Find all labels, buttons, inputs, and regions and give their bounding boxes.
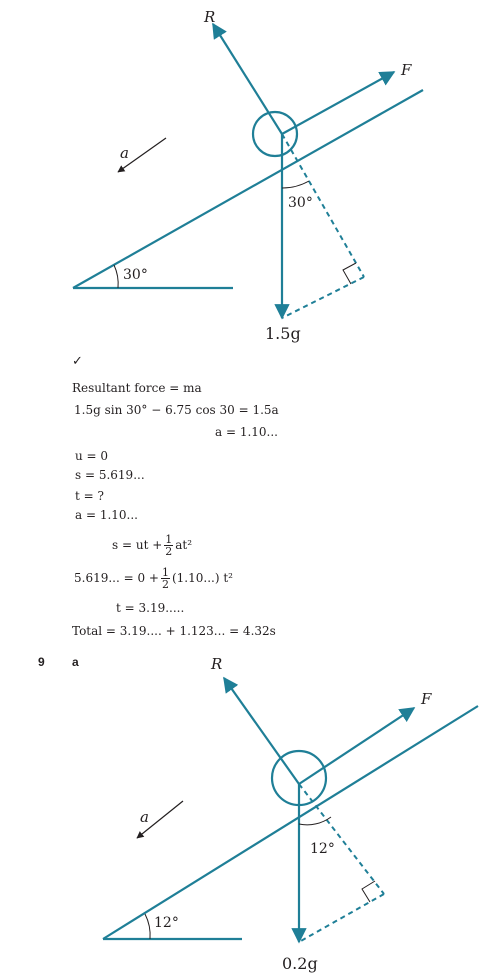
label-R-2: R	[211, 655, 223, 673]
suvat-a: a = 1.10...	[75, 508, 138, 522]
normal-component-dashed-2	[299, 784, 384, 894]
tick-mark: ✓	[72, 354, 83, 369]
equation-1-fraction	[164, 534, 173, 557]
parallel-component-dashed	[282, 277, 364, 318]
equation-3: t = 3.19.....	[116, 601, 185, 615]
equation-2-numerator: 1	[161, 566, 169, 579]
reaction-arrow-2	[224, 678, 299, 784]
incline-line-2	[103, 706, 478, 939]
suvat-t: t = ?	[75, 489, 104, 503]
force-arrow	[282, 72, 394, 134]
working-line-2: 1.5g sin 30° − 6.75 cos 30 = 1.5a	[74, 403, 279, 417]
top-angle-arc	[282, 181, 309, 188]
equation-1-right: at²	[175, 538, 193, 552]
label-base-angle-2: 12°	[154, 915, 179, 931]
label-base-angle: 30°	[123, 267, 148, 283]
reaction-arrow	[213, 24, 282, 134]
suvat-u: u = 0	[75, 449, 109, 463]
parallel-component-dashed-2	[299, 894, 384, 942]
label-R: R	[204, 8, 216, 26]
suvat-s: s = 5.619...	[75, 468, 145, 482]
equation-2-right: (1.10...) t²	[171, 571, 233, 585]
base-angle-arc-2	[145, 914, 150, 939]
equation-2-left: 5.619... = 0 +	[74, 571, 159, 585]
label-weight-2: 0.2g	[282, 954, 318, 973]
working-line-3: a = 1.10...	[215, 425, 278, 439]
particle	[253, 112, 297, 156]
right-angle-marker	[343, 263, 356, 284]
force-diagram-2	[0, 648, 498, 978]
base-angle-arc	[114, 265, 118, 288]
question-part: a	[72, 655, 79, 669]
question-number: 9	[38, 655, 45, 669]
equation-2-fraction	[161, 567, 170, 590]
total-line: Total = 3.19.... + 1.123... = 4.32s	[72, 624, 276, 638]
equation-1-denominator: 2	[165, 545, 173, 558]
label-a: a	[120, 144, 129, 162]
incline-line	[73, 90, 423, 288]
right-angle-marker-2	[362, 881, 375, 902]
label-top-angle-2: 12°	[310, 841, 335, 857]
force-diagram-1	[0, 0, 498, 350]
top-angle-arc-2	[299, 817, 331, 825]
force-arrow-2	[299, 708, 414, 784]
equation-1-numerator: 1	[165, 533, 173, 546]
working-line-1: Resultant force = ma	[72, 381, 202, 395]
equation-1-left: s = ut +	[112, 538, 163, 552]
equation-2-denominator: 2	[161, 578, 169, 591]
label-F-2: F	[421, 690, 432, 708]
label-F: F	[401, 61, 412, 79]
equation-1	[112, 532, 192, 558]
label-weight: 1.5g	[265, 324, 301, 343]
label-a-2: a	[140, 808, 149, 826]
label-top-angle: 30°	[288, 195, 313, 211]
equation-2	[74, 565, 233, 591]
